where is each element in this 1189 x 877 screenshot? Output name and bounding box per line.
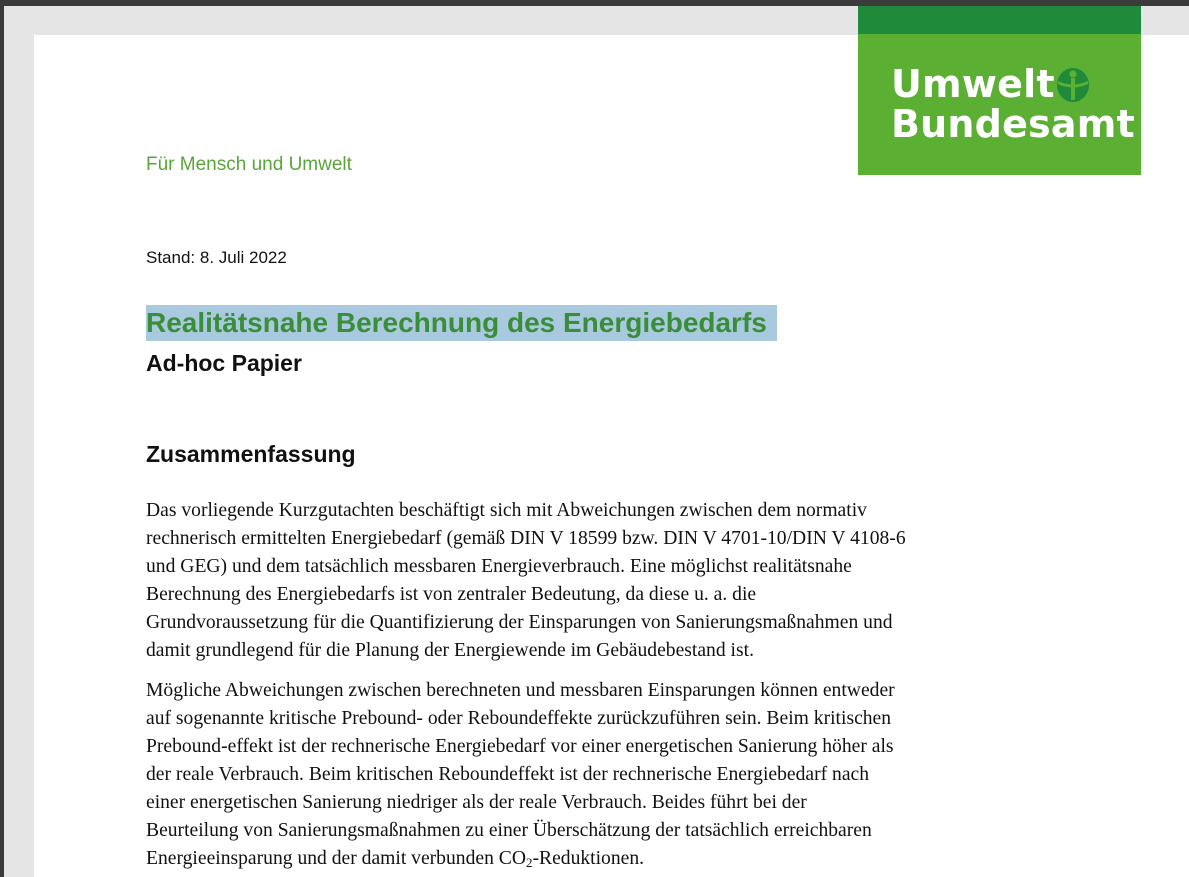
text-line: Beurteilung von Sanierungsmaßnahmen zu einer Überschätzung der tatsächlich erreichbaren	[146, 820, 872, 841]
text-line: Prebound-effekt ist der rechnerische Energiebedarf vor einer energetischen Sanierung höher als	[146, 736, 894, 757]
logo-line-2: Bundesamt	[891, 102, 1135, 146]
text-line: der reale Verbrauch. Beim kritischen Reboundeffekt ist der rechnerische Energiebedarf nach	[146, 764, 870, 785]
text-line: Grundvoraussetzung für die Quantifizierung der Einsparungen von Sanierungsmaßnahmen und	[146, 612, 893, 633]
text-segment: -Reduktionen.	[532, 848, 645, 869]
text-line: rechnerisch ermittelten Energiebedarf (gemäß DIN V 18599 bzw. DIN V 4701-10/DIN V 4108-6	[146, 528, 906, 549]
document-title[interactable]: Realitätsnahe Berechnung des Energiebedarfs	[146, 305, 777, 341]
text-line: Mögliche Abweichungen zwischen berechneten und messbaren Einsparungen können entweder	[146, 680, 895, 701]
figure-in-circle-icon	[1052, 66, 1094, 104]
text-segment: Energieeinsparung und der damit verbunden CO	[146, 848, 526, 869]
umweltbundesamt-logo	[858, 6, 1141, 175]
subscript-2: 2	[525, 855, 533, 870]
logo-text	[891, 64, 1135, 144]
viewer-left-bar	[0, 0, 4, 877]
text-line: auf sogenannte kritische Prebound- oder Reboundeffekte zurückzuführen sein. Beim kritischen	[146, 708, 892, 729]
logo-stripe	[858, 6, 1141, 34]
paragraph-summary-1	[146, 497, 1066, 665]
section-heading: Zusammenfassung	[146, 441, 356, 467]
text-line: damit grundlegend für die Planung der Energiewende im Gebäudebestand ist.	[146, 640, 754, 661]
text-line: und GEG) und dem tatsächlich messbaren Energieverbrauch. Eine möglichst realitätsnahe	[146, 556, 852, 577]
paragraph-summary-2	[146, 677, 1066, 873]
document-date: Stand: 8. Juli 2022	[146, 248, 287, 267]
text-line: Das vorliegende Kurzgutachten beschäftigt sich mit Abweichungen zwischen dem normativ	[146, 500, 867, 521]
logo-line-1: Umwelt	[891, 62, 1055, 106]
text-line: einer energetischen Sanierung niedriger als der reale Verbrauch. Beides führt bei der	[146, 792, 807, 813]
document-subtitle: Ad-hoc Papier	[146, 350, 302, 376]
tagline: Für Mensch und Umwelt	[146, 154, 352, 175]
text-line-last	[146, 845, 1066, 873]
text-line: Berechnung des Energiebedarfs ist von zentraler Bedeutung, da diese u. a. die	[146, 584, 757, 605]
